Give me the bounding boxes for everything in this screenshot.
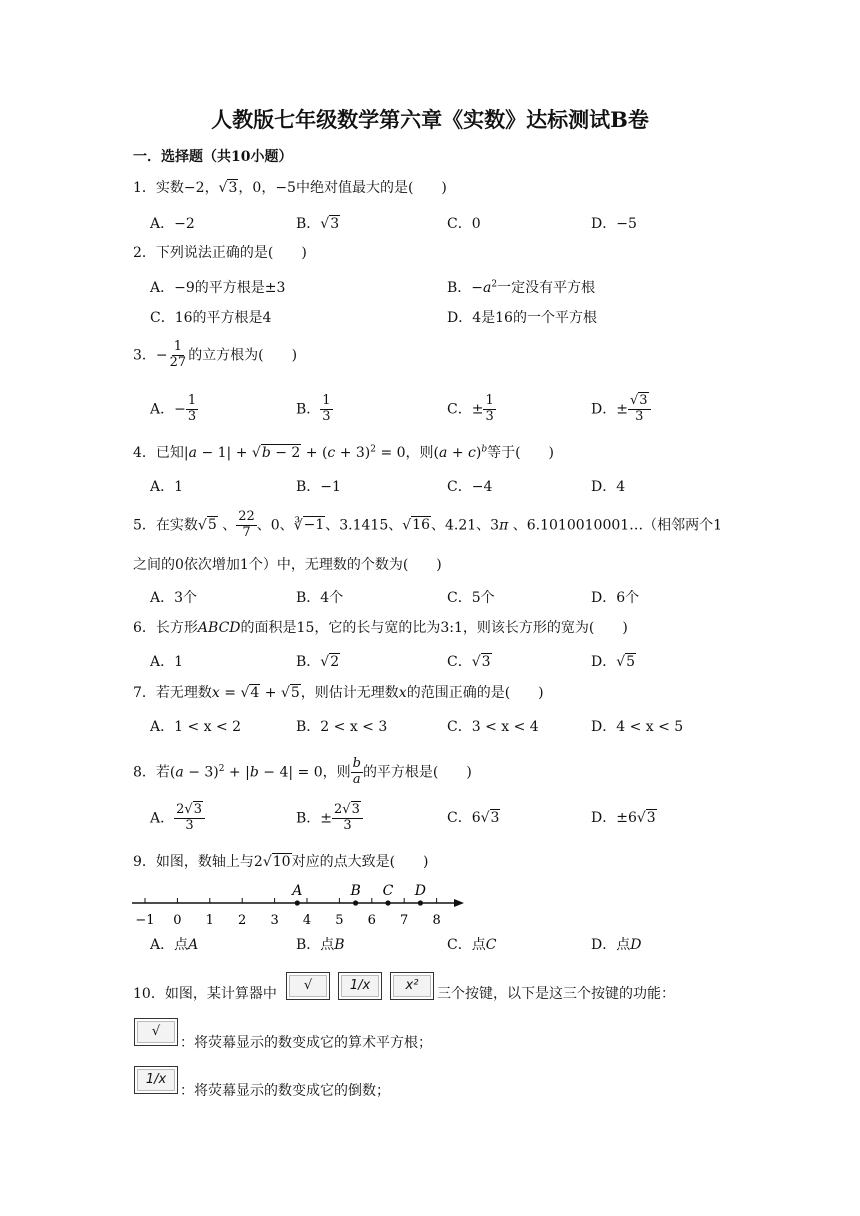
reciprocal-key-description: ：将荧幕显示的数变成它的倒数； xyxy=(180,1083,390,1099)
q1-option-b[interactable]: B．√3 xyxy=(296,216,340,232)
q8-option-b[interactable]: B．± $\frac{2√3}{3}$ xyxy=(296,803,363,834)
number-line-point xyxy=(353,900,358,905)
question-10-stem-a: 10．如图，某计算器中 xyxy=(133,986,277,1002)
number-line-tick-label: 6 xyxy=(367,913,376,928)
q6-option-a[interactable]: A．1 xyxy=(150,654,184,670)
question-9: 9．如图，数轴上与2√10对应的点大致是( ) xyxy=(133,854,429,870)
reciprocal-key-icon-legend: 1/x xyxy=(134,1066,178,1094)
number-line-point-label: C xyxy=(382,883,394,899)
number-line-tick-label: 3 xyxy=(270,913,279,928)
page-title: 人教版七年级数学第六章《实数》达标测试B卷 xyxy=(211,107,649,132)
question-1: 1．实数−2，√3，0，−5中绝对值最大的是( ) xyxy=(133,180,447,196)
q5-option-a[interactable]: A．3个 xyxy=(150,590,198,606)
q4-option-c[interactable]: C．−4 xyxy=(447,479,493,495)
q1-option-c[interactable]: C．0 xyxy=(447,216,481,232)
q4-option-d[interactable]: D．4 xyxy=(591,479,626,495)
sqrt-key-icon-legend: √ xyxy=(134,1018,178,1046)
question-4: 4．已知$|a - 1| + √b - 2 + (c + 3)^2 = 0$，则$(a + c)^b$等于( ) xyxy=(133,444,555,461)
question-5-line-2: 之间的0依次增加1个）中，无理数的个数为( ) xyxy=(133,557,442,573)
number-line-tick-label: 8 xyxy=(432,913,441,928)
q7-option-c[interactable]: C．3 < x < 4 xyxy=(447,719,539,735)
q2-option-c[interactable]: C．16的平方根是4 xyxy=(150,310,272,326)
q6-option-d[interactable]: D．√5 xyxy=(591,654,636,670)
number-line xyxy=(128,880,468,928)
number-line-arrow xyxy=(454,899,464,907)
number-line-point-label: D xyxy=(414,883,427,899)
number-line-tick-label: 2 xyxy=(238,913,247,928)
square-key-icon: x² xyxy=(390,972,434,1000)
q3-option-b[interactable]: B． $\frac{1}{3}$ xyxy=(296,393,331,424)
q3-option-d[interactable]: D．± $\frac{√3}{3}$ xyxy=(591,394,651,425)
q2-option-b[interactable]: B．$-a^2$一定没有平方根 xyxy=(447,279,596,296)
question-8: 8．若$(a - 3)^2 + |b - 4| = 0$，则 $\frac{b}{a}$ 的平方根是( ) xyxy=(133,756,472,787)
number-line-tick-label: 4 xyxy=(302,913,312,928)
number-line-tick-label: −1 xyxy=(135,913,155,928)
q6-option-b[interactable]: B．√2 xyxy=(296,654,340,670)
q4-option-a[interactable]: A．1 xyxy=(150,479,184,495)
q7-option-a[interactable]: A．1 < x < 2 xyxy=(150,719,242,735)
q5-option-c[interactable]: C．5个 xyxy=(447,590,495,606)
q9-option-b[interactable]: B．点B xyxy=(296,937,345,953)
q4-option-b[interactable]: B．−1 xyxy=(296,479,341,495)
q9-option-a[interactable]: A．点A xyxy=(150,937,199,953)
number-line-tick-label: 1 xyxy=(205,913,214,928)
q2-option-d[interactable]: D．4是16的一个平方根 xyxy=(447,310,597,326)
q1-option-a[interactable]: A．−2 xyxy=(150,216,195,232)
q9-option-c[interactable]: C．点C xyxy=(447,937,497,953)
number-line-point xyxy=(418,900,423,905)
sqrt-key-icon: √ xyxy=(286,972,330,1000)
q7-option-b[interactable]: B．2 < x < 3 xyxy=(296,719,388,735)
question-5-line-1: 5．在实数√5 、 $\frac{22}{7}$ 、0、∛−1、3.1415、√16、4.21、3π 、6.1010010001…（相邻两个1 xyxy=(133,509,723,540)
number-line-point xyxy=(385,900,390,905)
question-2: 2．下列说法正确的是( ) xyxy=(133,245,307,261)
question-7: 7．若无理数x = √4 + √5，则估计无理数x的范围正确的是( ) xyxy=(133,685,544,701)
reciprocal-key-icon: 1/x xyxy=(338,972,382,1000)
q7-option-d[interactable]: D．4 < x < 5 xyxy=(591,719,684,735)
question-3: 3．− $\frac{1}{27}$ 的立方根为( ) xyxy=(133,339,298,370)
number-line-tick-label: 7 xyxy=(400,913,409,928)
q8-option-d[interactable]: D．±6√3 xyxy=(591,810,656,826)
q2-option-a[interactable]: A．−9的平方根是±3 xyxy=(150,280,286,296)
q3-option-a[interactable]: A．− $\frac{1}{3}$ xyxy=(150,393,197,424)
sqrt-key-description: ：将荧幕显示的数变成它的算术平方根； xyxy=(180,1035,432,1051)
number-line-point xyxy=(295,900,300,905)
q3-option-c[interactable]: C．± $\frac{1}{3}$ xyxy=(447,393,494,424)
question-6: 6．长方形ABCD的面积是15，它的长与宽的比为3:1，则该长方形的宽为( ) xyxy=(133,620,628,636)
q8-option-a[interactable]: A． $\frac{2√3}{3}$ xyxy=(150,803,205,834)
q9-option-d[interactable]: D．点D xyxy=(591,937,642,953)
q1-option-d[interactable]: D．−5 xyxy=(591,216,637,232)
q5-option-d[interactable]: D．6个 xyxy=(591,590,640,606)
number-line-tick-label: 0 xyxy=(173,913,182,928)
q8-option-c[interactable]: C．6√3 xyxy=(447,810,500,826)
number-line-tick-label: 5 xyxy=(335,913,344,928)
q6-option-c[interactable]: C．√3 xyxy=(447,654,491,670)
q5-option-b[interactable]: B．4个 xyxy=(296,590,344,606)
section-heading: 一．选择题（共10小题） xyxy=(133,149,293,165)
number-line-point-label: A xyxy=(292,883,303,899)
question-10-stem-b: 三个按键，以下是这三个按键的功能： xyxy=(437,986,675,1002)
number-line-point-label: B xyxy=(350,883,361,899)
